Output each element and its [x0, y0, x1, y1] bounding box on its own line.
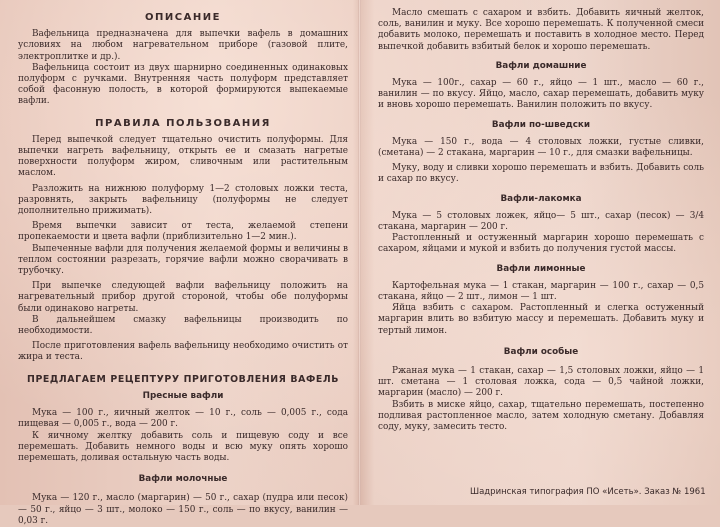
description-heading: ОПИСАНИЕ: [145, 12, 221, 23]
recipe-title: Пресные вафли: [142, 390, 224, 401]
recipe-title: Вафли молочные: [138, 474, 228, 485]
printer-imprint: Шадринская типография ПО «Исеть». Заказ № 1961: [470, 487, 706, 497]
recipe-title: Вафли особые: [503, 346, 579, 357]
recipe-instructions: Мука — 100г., сахар — 60 г., яйцо — 1 шт., масло — 60 г., ванилин — по вкусу. Яйцо, масло, сахар перемешать, добавить муку и вновь хорошо перемешать. Ванилин положить по вкусу.: [378, 78, 704, 111]
recipe-title: Вафли домашние: [495, 60, 587, 71]
recipe-instructions: Взбить в миске яйцо, сахар, тщательно перемешать, постепенно подливая растопленное масло, затем холодную сметану. Добавляя соду, муку, замесить тесто.: [378, 399, 704, 433]
rule-paragraph: При выпечке следующей вафли вафельницу положить на нагревательный прибор другой стороной, чтобы обе полуформы были одинаково нагреты.: [18, 281, 348, 314]
rule-paragraph: Перед выпечкой следует тщательно очистить полуформы. Для выпечки нагреть вафельницу, открыть ее и смазать нагретые поверхности полуформ жиром, сливочным или растительным маслом.: [18, 134, 348, 179]
rule-paragraph: Разложить на нижнюю полуформу 1—2 столовых ложки теста, разровнять, закрыть вафельницу (полуформы не следует дополнительно прижимать).: [18, 183, 348, 217]
recipe-instructions: Масло смешать с сахаром и взбить. Добавить яичный желток, соль, ванилин и муку. Все хорошо перемешать. К полученной смеси добавить молоко, перемешать и поставить в холодное место. Перед выпечкой добавить взбитый белок и хорошо перемешать.: [378, 8, 704, 52]
recipe-ingredients: Мука — 150 г., вода — 4 столовых ложки, густые сливки, (сметана) — 2 стакана, маргарин — 10 г., для смазки вафельницы.: [378, 136, 704, 159]
description-paragraph: Вафельница состоит из двух шарнирно соединенных одинаковых полуформ с ручками. Внутренняя часть полуформ представляет собой фасонную полость, в которой формируются выпекаемые вафли.: [18, 62, 348, 107]
recipe-instructions: Муку, воду и сливки хорошо перемешать и взбить. Добавить соль и сахар по вкусу.: [378, 163, 704, 185]
description-paragraph: Вафельница предназначена для выпечки вафель в домашних условиях на любом нагревательном приборе (газовой плите, электроплитке и др.).: [18, 29, 348, 62]
recipe-instructions: Растопленный и остуженный маргарин хорошо перемешать с сахаром, яйцами и мукой и взбить до получения густой массы.: [378, 233, 704, 255]
right-column: [378, 8, 704, 433]
rule-paragraph: После приготовления вафель вафельницу необходимо очистить от жира и теста.: [18, 341, 348, 363]
recipe-instructions: К яичному желтку добавить соль и пищевую соду и все перемешать. Добавить немного воды и всю муку опять хорошо перемешать, доливая остальную часть воды.: [18, 430, 348, 463]
rule-paragraph: Время выпечки зависит от теста, желаемой степени пропекаемости и цвета вафли (приблизительно 1—2 мин.).: [18, 221, 348, 243]
usage-rules-heading: ПРАВИЛА ПОЛЬЗОВАНИЯ: [95, 117, 271, 129]
page-fold: [358, 0, 361, 505]
recipe-ingredients: Мука — 120 г., масло (маргарин) — 50 г., сахар (пудра или песок) — 50 г., яйцо — 3 шт., молоко — 150 г., соль — по вкусу, ванилин — 0,03 г.: [18, 493, 348, 526]
recipe-ingredients: Мука — 100 г., яичный желток — 10 г., соль — 0,005 г., сода пищевая — 0,005 г., вода — 200 г.: [18, 408, 348, 430]
recipe-title: Вафли лимонные: [496, 263, 586, 274]
recipe-ingredients: Мука — 5 столовых ложек, яйцо— 5 шт., сахар (песок) — 3/4 стакана, маргарин — 200 г.: [378, 210, 704, 233]
recipe-ingredients: Ржаная мука — 1 стакан, сахар — 1,5 столовых ложки, яйцо — 1 шт. сметана — 1 столовая ложка, сода — 0,5 чайной ложки, маргарин (масло) — 200 г.: [378, 366, 704, 399]
recipes-heading: ПРЕДЛАГАЕМ РЕЦЕПТУРУ ПРИГОТОВЛЕНИЯ ВАФЕЛЬ: [27, 373, 339, 385]
recipe-title: Вафли-лакомка: [500, 193, 582, 204]
rule-paragraph: Выпеченные вафли для получения желаемой формы и величины в теплом состоянии разрезать, горячие вафли можно сворачивать в трубочку.: [18, 243, 348, 277]
rule-paragraph: В дальнейшем смазку вафельницы производить по необходимости.: [18, 314, 348, 337]
recipe-title: Вафли по-шведски: [491, 119, 591, 130]
left-column: [18, 8, 348, 527]
recipe-instructions: Яйца взбить с сахаром. Растопленный и слегка остуженный маргарин влить во взбитую массу и перемешать. Добавить муку и тертый лимон.: [378, 303, 704, 336]
recipe-ingredients: Картофельная мука — 1 стакан, маргарин — 100 г., сахар — 0,5 стакана, яйцо — 2 шт., лимон — 1 шт.: [378, 280, 704, 303]
